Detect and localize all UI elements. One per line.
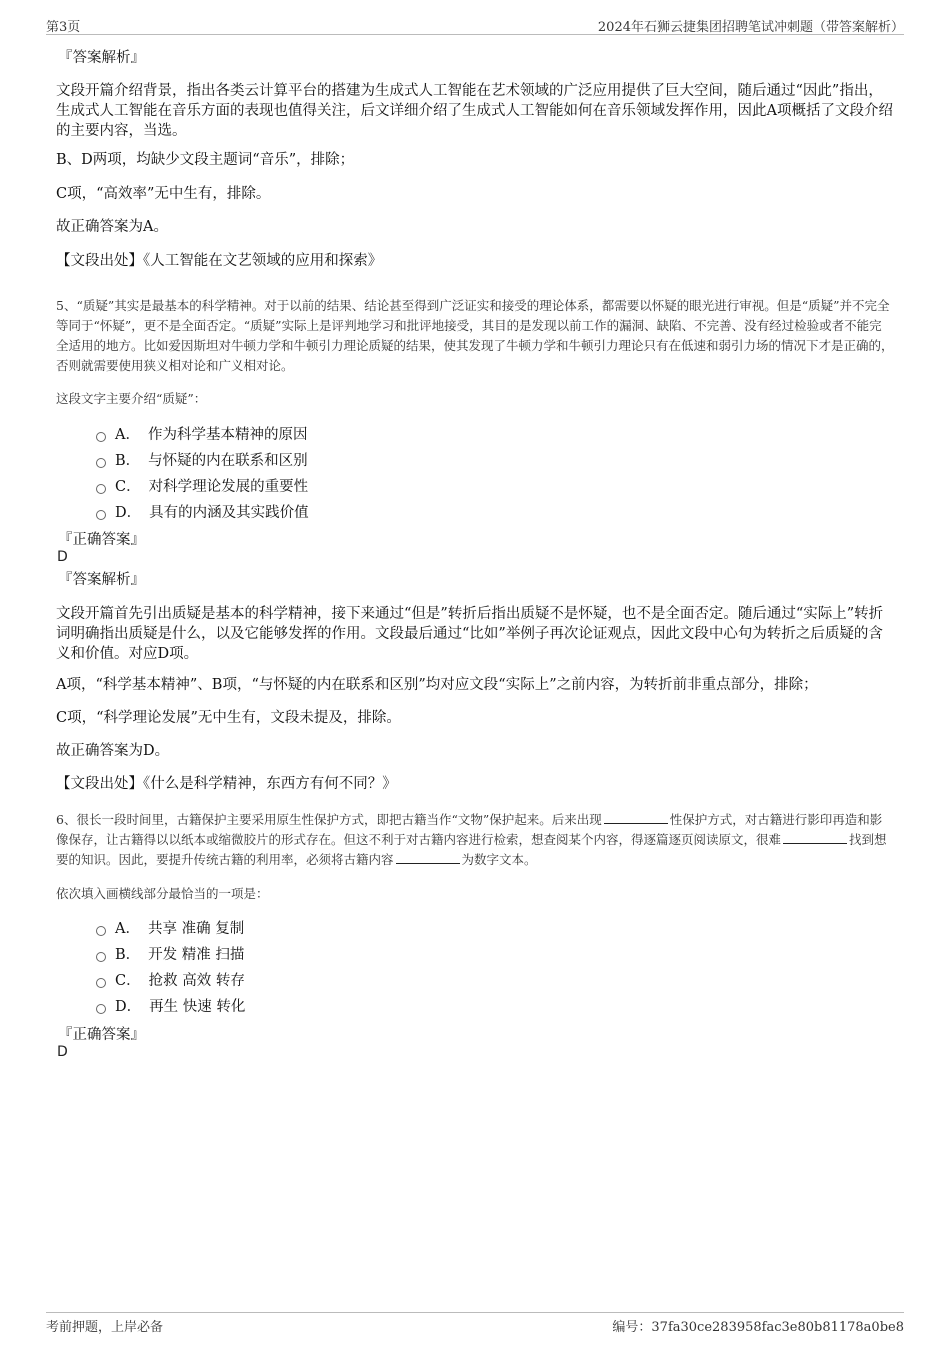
source-citation: 【文段出处】《人工智能在文艺领域的应用和探索》	[56, 253, 383, 269]
analysis-paragraph: C项，“高效率”无中生有，排除。	[56, 186, 271, 202]
option-b[interactable]: B． 开发 精准 扫描	[96, 944, 244, 966]
radio-icon[interactable]	[96, 458, 106, 468]
option-c[interactable]: C． 抢救 高效 转存	[96, 970, 245, 992]
radio-icon[interactable]	[96, 484, 106, 494]
question-stem: 6、很长一段时间里，古籍保护主要采用原生性保护方式，即把古籍当作“文物”保护起来。后来出现 性保护方式，对古籍进行影印再造和影像保存，让古籍得以以纸本或缩微胶片的形式存在。但这不利于对古籍内容进行检索，想查阅某个内容，得逐篇逐页阅读原文，很难 找到想要的知识。因此，要提升传统古籍的利用率，必须将古籍内容 为数字文本。	[56, 812, 887, 867]
page-footer	[46, 1312, 904, 1335]
radio-icon[interactable]	[96, 510, 106, 520]
fill-blank	[604, 811, 668, 824]
option-d[interactable]: D． 具有的内涵及其实践价值	[96, 502, 309, 524]
question-prompt: 这段文字主要介绍“质疑”：	[56, 391, 207, 406]
analysis-paragraph: C项，“科学理论发展”无中生有，文段未提及，排除。	[56, 710, 401, 726]
option-a[interactable]: A． 共享 准确 复制	[96, 918, 244, 940]
document-title: 2024年石狮云捷集团招聘笔试冲刺题（带答案解析）	[597, 20, 904, 35]
analysis-heading: 『答案解析』	[58, 50, 145, 66]
question-prompt: 依次填入画横线部分最恰当的一项是：	[56, 886, 269, 901]
option-c[interactable]: C． 对科学理论发展的重要性	[96, 476, 308, 498]
analysis-paragraph: 文段开篇首先引出质疑是基本的科学精神，接下来通过“但是”转折后指出质疑不是怀疑，也不是全面否定。随后通过“实际上”转折词明确指出质疑是什么，以及它能够发挥的作用。文段最后通过“比如”举例子再次论证观点，因此文段中心句为转折之后质疑的含义和价值。对应D项。	[56, 606, 884, 662]
correct-answer: D	[57, 549, 68, 565]
option-b[interactable]: B． 与怀疑的内在联系和区别	[96, 450, 308, 472]
analysis-paragraph: 文段开篇介绍背景，指出各类云计算平台的搭建为生成式人工智能在艺术领域的广泛应用提供了巨大空间，随后通过“因此”指出，生成式人工智能在音乐方面的表现也值得关注，后文详细介绍了生成式人工智能如何在音乐领域发挥作用，因此A项概括了文段介绍的主要内容，当选。	[56, 83, 893, 139]
footer-slogan: 考前押题，上岸必备	[46, 1320, 164, 1335]
page-number: 第3页	[46, 20, 81, 35]
source-citation: 【文段出处】《什么是科学精神，东西方有何不同？》	[56, 776, 397, 792]
document-code: 编号：37fa30ce283958fac3e80b81178a0be8	[612, 1320, 904, 1335]
analysis-paragraph: A项，“科学基本精神”、B项，“与怀疑的内在联系和区别”均对应文段“实际上”之前内容，为转折前非重点部分，排除；	[56, 677, 818, 693]
answer-heading: 『正确答案』	[58, 532, 145, 548]
radio-icon[interactable]	[96, 926, 106, 936]
fill-blank	[396, 851, 460, 864]
analysis-conclusion: 故正确答案为D。	[56, 743, 170, 759]
radio-icon[interactable]	[96, 978, 106, 988]
answer-heading: 『正确答案』	[58, 1027, 145, 1043]
analysis-paragraph: B、D两项，均缺少文段主题词“音乐”，排除；	[56, 152, 355, 168]
fill-blank	[783, 831, 847, 844]
question-stem: 5、“质疑”其实是最基本的科学精神。对于以前的结果、结论甚至得到广泛证实和接受的理论体系，都需要以怀疑的眼光进行审视。但是“质疑”并不完全等同于“怀疑”，更不是全面否定。“质疑”实际上是评判地学习和批评地接受，其目的是发现以前工作的漏洞、缺陷、不完善、没有经过检验或者不能完全适用的地方。比如爱因斯坦对牛顿力学和牛顿引力理论质疑的结果，使其发现了牛顿力学和牛顿引力理论只有在低速和弱引力场的情况下才是正确的，否则就需要使用狭义相对论和广义相对论。	[56, 298, 894, 373]
analysis-conclusion: 故正确答案为A。	[56, 219, 168, 235]
radio-icon[interactable]	[96, 432, 106, 442]
radio-icon[interactable]	[96, 1004, 106, 1014]
radio-icon[interactable]	[96, 952, 106, 962]
correct-answer: D	[57, 1044, 68, 1060]
option-a[interactable]: A． 作为科学基本精神的原因	[96, 424, 307, 446]
analysis-heading: 『答案解析』	[58, 572, 145, 588]
option-d[interactable]: D． 再生 快速 转化	[96, 996, 245, 1018]
page-header	[46, 14, 904, 35]
